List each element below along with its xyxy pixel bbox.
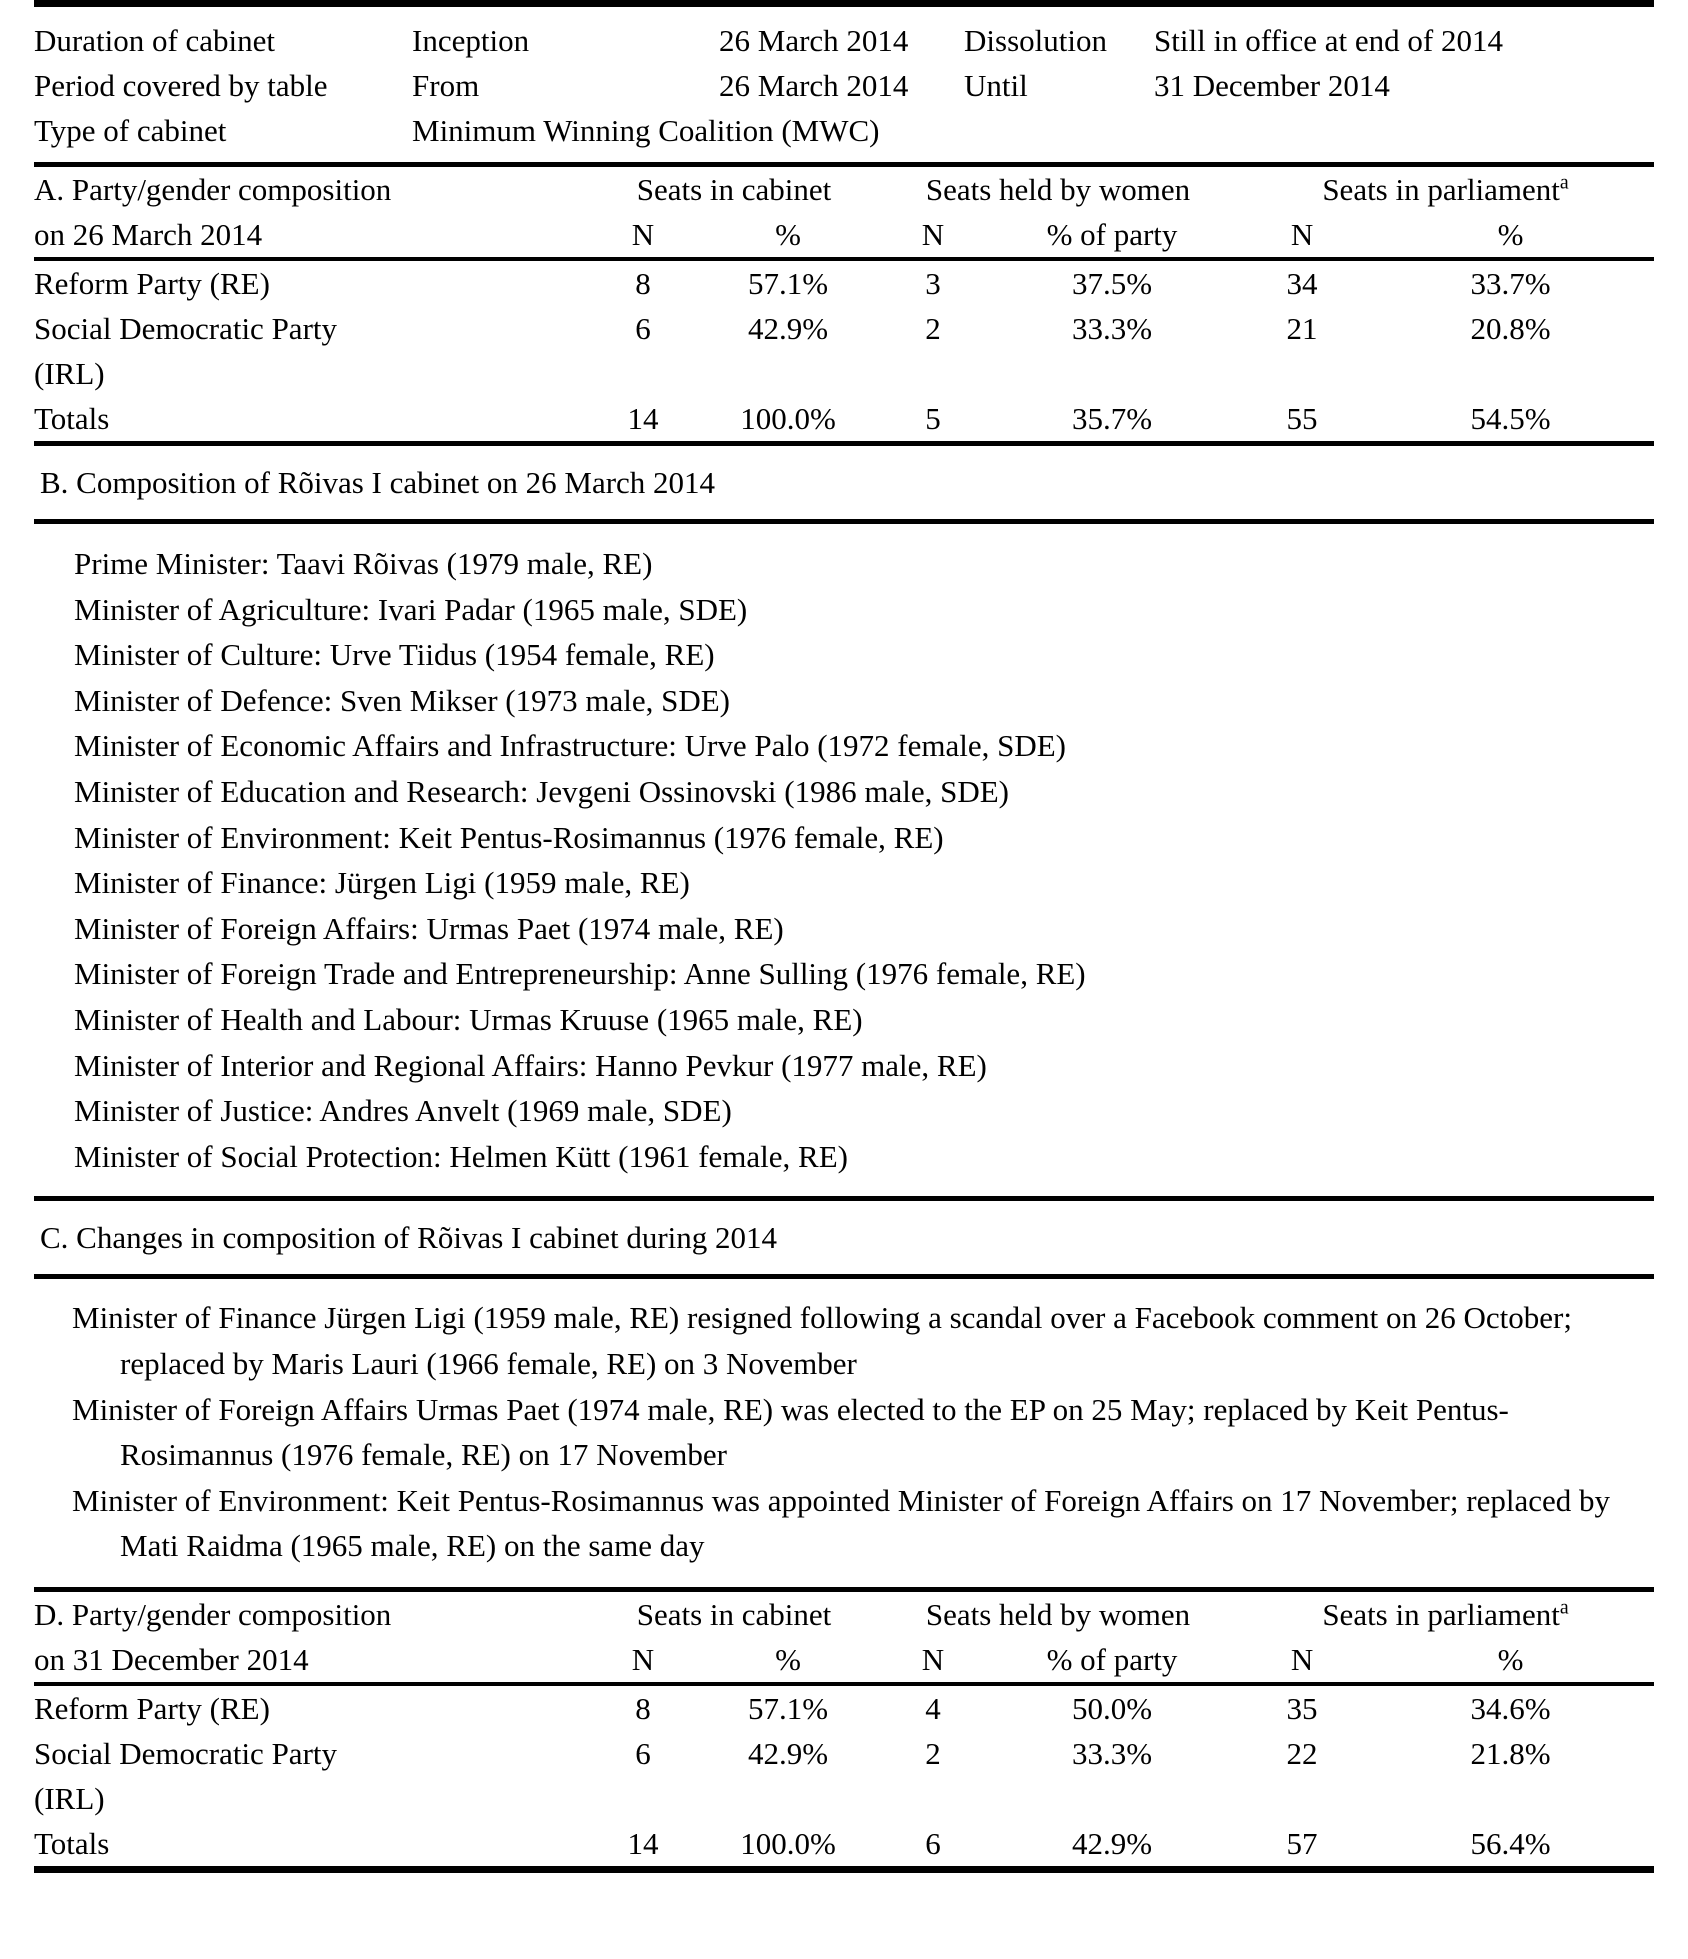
- section-d-totals-cabinet-n: 14: [627, 1825, 659, 1861]
- section-d-header-row-groups: [34, 1592, 1654, 1637]
- section-d-totals-cabinet-pct: 100.0%: [740, 1825, 836, 1861]
- section-d-row1-parl-pct: 21.8%: [1470, 1735, 1551, 1771]
- list-item: Minister of Education and Research: Jevgeni Ossinovski (1986 male, SDE): [74, 773, 1009, 809]
- section-d-group-header-parliament: [1237, 1592, 1654, 1637]
- section-a-row1-parl-pct: 20.8%: [1470, 311, 1551, 346]
- metadata-row-duration: [34, 18, 1654, 63]
- section-a-subheader-cabinet-n: N: [631, 217, 655, 252]
- metadata-label: Type of cabinet: [34, 113, 227, 148]
- list-item: Minister of Interior and Regional Affairs: Hanno Pevkur (1977 male, RE): [74, 1047, 987, 1083]
- section-d-table: [34, 1592, 1654, 1682]
- section-d-subheader-cabinet-pct: %: [775, 1641, 801, 1677]
- section-a-subheader-women-n: N: [921, 217, 945, 252]
- list-item: Minister of Social Protection: Helmen Kütt (1961 female, RE): [74, 1138, 848, 1174]
- section-a-totals-label: Totals: [34, 401, 110, 436]
- section-a-row1-label: Social Democratic Party: [34, 311, 338, 346]
- list-item: Minister of Justice: Andres Anvelt (1969 male, SDE): [74, 1093, 732, 1129]
- table-row-totals: [34, 396, 1654, 441]
- section-a-row1-cabinet-n: 6: [635, 311, 651, 346]
- section-d-body-table: [34, 1686, 1654, 1866]
- section-d-row1-label-cont: (IRL): [34, 1780, 105, 1816]
- section-a-row1-cabinet-pct: 42.9%: [747, 311, 829, 346]
- section-a-row1-women-n: 2: [925, 311, 941, 346]
- section-d-totals-women-pct: 42.9%: [1071, 1825, 1153, 1861]
- spacer-cell: [879, 1776, 987, 1821]
- section-d-row0-parl-n: 35: [1286, 1690, 1318, 1726]
- section-d-row0-cabinet-pct: 57.1%: [747, 1690, 829, 1726]
- section-d-subheader-women-n: N: [921, 1641, 945, 1677]
- section-a-row0-parl-pct: 33.7%: [1470, 266, 1551, 301]
- list-item: Minister of Environment: Keit Pentus-Rosimannus (1976 female, RE): [74, 819, 944, 855]
- section-d-totals-women-n: 6: [925, 1825, 941, 1861]
- table-row-continuation: [34, 351, 1654, 396]
- section-a-subheader-women-pct: % of party: [1046, 217, 1178, 252]
- section-d-group-header-women: Seats held by women: [925, 1596, 1191, 1632]
- metadata-row-period: [34, 63, 1654, 108]
- section-c-title: C. Changes in composition of Rõivas I cabinet during 2014: [40, 1220, 778, 1256]
- list-item: Minister of Finance Jürgen Ligi (1959 male, RE) resigned following a scandal over a Facebook comment on 26 October; replaced by Maris Lauri (1966 female, RE) on 3 November: [72, 1300, 1572, 1381]
- spacer-cell: [1237, 1776, 1367, 1821]
- footnote-marker-a: a: [1559, 1596, 1569, 1619]
- metadata-value-dissolution: Still in office at end of 2014: [1154, 23, 1503, 58]
- metadata-value-from-date: 26 March 2014: [719, 68, 909, 103]
- section-d-totals-parl-pct: 56.4%: [1470, 1825, 1551, 1861]
- list-item: Minister of Economic Affairs and Infrastructure: Urve Palo (1972 female, SDE): [74, 728, 1066, 764]
- section-a-row0-cabinet-pct: 57.1%: [747, 266, 829, 301]
- list-item: Minister of Culture: Urve Tiidus (1954 female, RE): [74, 637, 715, 673]
- section-d-subheader-parl-n: N: [1290, 1641, 1314, 1677]
- section-a-row0-women-pct: 37.5%: [1071, 266, 1153, 301]
- section-a-totals-cabinet-n: 14: [627, 401, 659, 436]
- section-a-totals-cabinet-pct: 100.0%: [740, 401, 836, 436]
- spacer-cell: [1237, 351, 1367, 396]
- section-a-body-table: [34, 261, 1654, 441]
- section-a-title-line1: A. Party/gender composition: [34, 172, 392, 207]
- metadata-row-type: [34, 108, 1654, 153]
- metadata-label: Period covered by table: [34, 68, 328, 103]
- section-d-group-header-cabinet: Seats in cabinet: [636, 1596, 832, 1632]
- section-a-totals-women-pct: 35.7%: [1071, 401, 1153, 436]
- spacer-cell: [1367, 1776, 1654, 1821]
- section-a-totals-parl-pct: 54.5%: [1470, 401, 1551, 436]
- table-row: [34, 1686, 1654, 1731]
- bottom-border-rule: [34, 1866, 1654, 1873]
- section-a-subheader-parl-n: N: [1290, 217, 1314, 252]
- section-d-row0-cabinet-n: 8: [635, 1690, 651, 1726]
- section-a-table: [34, 167, 1654, 257]
- section-a-row1-women-pct: 33.3%: [1071, 311, 1153, 346]
- table-row: [34, 1731, 1654, 1776]
- section-a-row1-parl-n: 21: [1286, 311, 1318, 346]
- section-b-title: B. Composition of Rõivas I cabinet on 26 March 2014: [40, 465, 716, 500]
- metadata-value-cabinet-type: Minimum Winning Coalition (MWC): [412, 113, 880, 148]
- section-d-row1-cabinet-pct: 42.9%: [747, 1735, 829, 1771]
- table-row: [34, 306, 1654, 351]
- section-a-totals-women-n: 5: [925, 401, 941, 436]
- section-d-header-row-sub: [34, 1637, 1654, 1682]
- section-b-minister-list: [34, 524, 1654, 1196]
- section-a-group-header-parliament: [1237, 167, 1654, 212]
- section-a-group-header-cabinet: Seats in cabinet: [636, 172, 832, 207]
- spacer-cell: [697, 1776, 879, 1821]
- section-d-subheader-cabinet-n: N: [631, 1641, 655, 1677]
- section-a-row1-label-cont: (IRL): [34, 356, 105, 391]
- section-a-totals-parl-n: 55: [1286, 401, 1318, 436]
- section-d-title-line1: D. Party/gender composition: [34, 1596, 392, 1632]
- spacer-cell: [987, 351, 1237, 396]
- section-c-changes-list: [34, 1279, 1654, 1587]
- section-d-row1-cabinet-n: 6: [635, 1735, 651, 1771]
- table-row-totals: [34, 1821, 1654, 1866]
- section-d-totals-label: Totals: [34, 1825, 110, 1861]
- list-item: Minister of Foreign Affairs: Urmas Paet (1974 male, RE): [74, 910, 784, 946]
- section-a-subheader-parl-pct: %: [1497, 217, 1524, 252]
- spacer-cell: [589, 351, 697, 396]
- metadata-field-dissolution: Dissolution: [964, 23, 1107, 58]
- section-d-row0-women-pct: 50.0%: [1071, 1690, 1153, 1726]
- section-a-subheader-cabinet-pct: %: [775, 217, 801, 252]
- section-d-row0-parl-pct: 34.6%: [1470, 1690, 1551, 1726]
- section-d-group-header-parliament-text: Seats in parliament: [1322, 1596, 1560, 1632]
- section-d-subheader-parl-pct: %: [1497, 1641, 1524, 1677]
- list-item: Minister of Foreign Trade and Entrepreneurship: Anne Sulling (1976 female, RE): [74, 956, 1086, 992]
- section-a-row0-parl-n: 34: [1286, 266, 1318, 301]
- section-a-header-row-sub: [34, 212, 1654, 257]
- table-row: [34, 261, 1654, 306]
- list-item: Prime Minister: Taavi Rõivas (1979 male, RE): [74, 546, 653, 581]
- section-a-title-line2: on 26 March 2014: [34, 217, 263, 252]
- section-a-row0-label: Reform Party (RE): [34, 266, 270, 301]
- list-item: Minister of Environment: Keit Pentus-Rosimannus was appointed Minister of Foreign Affairs on 17 November; replaced by Mati Raidma (1965 male, RE) on the same day: [72, 1482, 1610, 1564]
- section-a-header-row-groups: [34, 167, 1654, 212]
- list-item: Minister of Finance: Jürgen Ligi (1959 male, RE): [74, 865, 690, 901]
- cabinet-metadata-block: [34, 7, 1654, 162]
- section-d-row1-women-n: 2: [925, 1735, 941, 1771]
- metadata-field-until: Until: [964, 68, 1028, 103]
- list-item: Minister of Foreign Affairs Urmas Paet (1974 male, RE) was elected to the EP on 25 May; replaced by Keit Pentus-Rosimannus (1976 female, RE) on 17 November: [72, 1391, 1509, 1473]
- section-d-row0-label: Reform Party (RE): [34, 1690, 270, 1726]
- metadata-field-inception: Inception: [412, 23, 530, 58]
- section-d-title-line2: on 31 December 2014: [34, 1641, 309, 1677]
- metadata-value-inception-date: 26 March 2014: [719, 23, 909, 58]
- footnote-marker-a: a: [1559, 171, 1569, 194]
- section-a-group-header-parliament-text: Seats in parliament: [1322, 172, 1560, 207]
- section-d-totals-parl-n: 57: [1286, 1825, 1318, 1861]
- spacer-cell: [589, 1776, 697, 1821]
- section-d-row1-parl-n: 22: [1286, 1735, 1318, 1771]
- metadata-value-until-date: 31 December 2014: [1154, 68, 1390, 103]
- section-a-group-header-women: Seats held by women: [925, 172, 1191, 207]
- section-a-row0-cabinet-n: 8: [635, 266, 651, 301]
- list-item: Minister of Defence: Sven Mikser (1973 male, SDE): [74, 682, 731, 718]
- table-row-continuation: [34, 1776, 1654, 1821]
- list-item: Minister of Health and Labour: Urmas Kruuse (1965 male, RE): [74, 1001, 863, 1037]
- spacer-cell: [987, 1776, 1237, 1821]
- section-d-subheader-women-pct: % of party: [1046, 1641, 1178, 1677]
- section-d-row0-women-n: 4: [925, 1690, 941, 1726]
- metadata-label: Duration of cabinet: [34, 23, 276, 58]
- section-d-row1-women-pct: 33.3%: [1071, 1735, 1153, 1771]
- section-d-row1-label: Social Democratic Party: [34, 1735, 338, 1771]
- section-a-row0-women-n: 3: [925, 266, 941, 301]
- top-border-rule: [34, 0, 1654, 7]
- spacer-cell: [1367, 351, 1654, 396]
- metadata-field-from: From: [412, 68, 480, 103]
- spacer-cell: [697, 351, 879, 396]
- list-item: Minister of Agriculture: Ivari Padar (1965 male, SDE): [74, 591, 748, 627]
- spacer-cell: [879, 351, 987, 396]
